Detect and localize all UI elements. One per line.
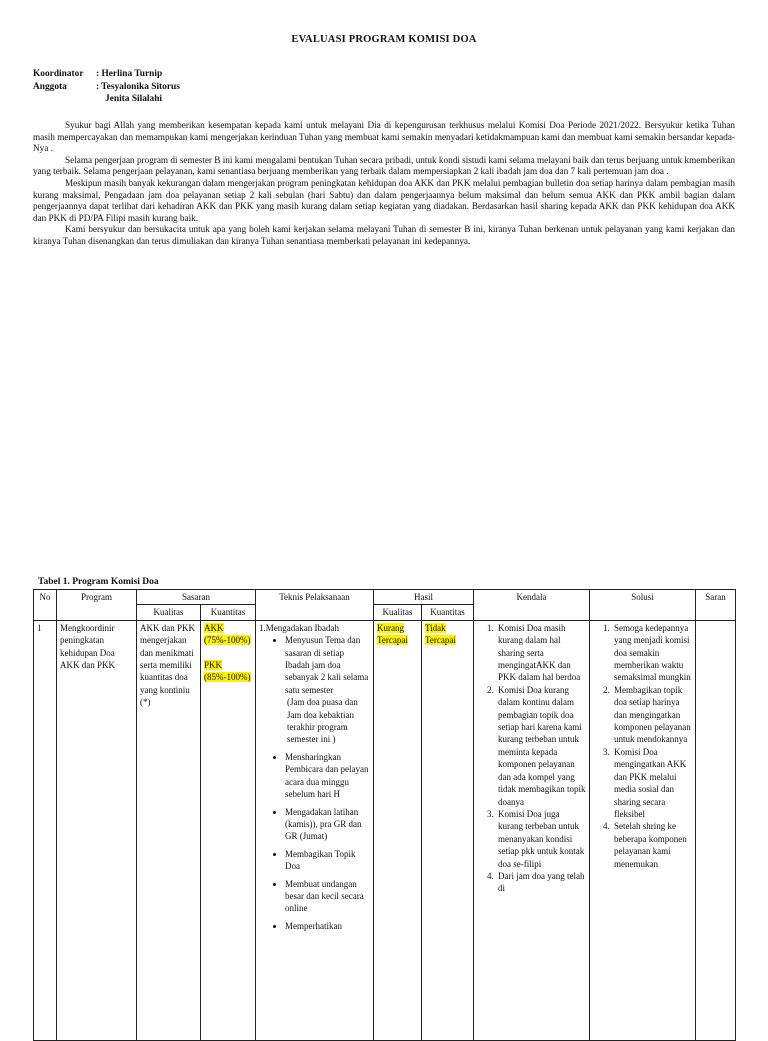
table-caption: Tabel 1. Program Komisi Doa <box>38 577 159 587</box>
teknis-intro: 1.Mengadakan Ibadah <box>259 622 339 633</box>
list-item: • Membuat undangan besar dan kecil secara online <box>285 878 370 915</box>
header-sasaran-kuantitas: Kuantitas <box>201 605 256 620</box>
anggota-label: Anggota <box>33 81 67 92</box>
teknis-list <box>259 634 370 932</box>
koordinator-label: Koordinator <box>33 69 84 79</box>
anggota-value-1: : Tesyalonika Sitorus <box>96 81 180 92</box>
header-no: No <box>34 590 57 621</box>
cell-hasil-kuantitas <box>422 620 474 1040</box>
teknis-note: (Jam doa puasa dan Jam doa kebaktian terakhir program semester ini ) <box>287 697 358 745</box>
program-table <box>33 589 736 1041</box>
kuantitas-pkk: PKK (85%-100%) <box>204 660 251 683</box>
list-item: • Menyusun Tema dan sasaran di setiap Ibadah jam doa sebanyak 2 kali selama satu semester (Jam doa puasa dan Jam doa kebaktian terakhir program semester ini ) <box>285 634 370 746</box>
list-item: 4. Setelah shring ke beberapa komponen pelayanan kami menemukan <box>612 820 692 870</box>
list-item: 3. Komisi Doa juga kurang terbeban untuk menanyakan kondisi setiap pkk untuk kontak doa se-filipi <box>496 808 586 870</box>
paragraph: Meskipun masih banyak kekurangan dalam mengerjakan program peningkatan kehidupan doa AKK dan PKK melalui pembagian bulletin doa setiap harinya dalam pembagian masih kurang maksimal, Pengadaan jam doa pelayanan setiap 2 kali sebulan (hari Sabtu) dan dalam pengerjaannya belum maksimal dan belum semua AKK dan PKK ambil bagian dalam pengerjaannya dapat terlihat dari kehadiran AKK dan PKK yang masih kurang dalam setiap kegiatan yang diadakan. Berdasarkan hasil sharing kepada AKK dan PKK kehidupan doa AKK dan PKK di PD/PA Filipi masih kurang baik. <box>33 177 735 223</box>
cell-program: Mengkoordinir peningkatan kehidupan Doa AKK dan PKK <box>57 620 137 1040</box>
list-item: • Memperhatikan <box>285 920 370 932</box>
paragraph: Selama pengerjaan program di semester B ini kami mengalami bentukan Tuhan secara pribadi, untuk kondi sistudi kami selama melayani baik dan terus berjuang untuk kmemberikan yang terbaik. Selama pengerjaan pelayanan, kami senantiasa berjuang memberikan yang terbaik dalam mempersiapkan 2 kali ibadah jam doa dan 7 kali pertemuan jam doa . <box>33 154 735 177</box>
table-row <box>34 620 736 1040</box>
cell-teknis <box>256 620 374 1040</box>
header-teknis: Teknis Pelaksanaan <box>256 590 374 621</box>
anggota-value-2: Jenita Silalahi <box>105 94 163 104</box>
list-item: • Mensharingkan Pembicara dan pelayan acara dua minggu sebelum hari H <box>285 751 370 801</box>
koordinator-row <box>33 68 180 81</box>
paragraph: Kami bersyukur dan bersukacita untuk apa yang boleh kami kerjakan selama melayani Tuhan di semester B ini, kiranya Tuhan berkenan untuk pelayanan yang kami kerjakan dan kiranya Tuhan disenangkan dan terus dimuliakan dan kiranya Tuhan senantiasa memberkati pelayanan ini kedepannya. <box>33 224 735 246</box>
hasil-kualitas-value: Kurang Tercapai <box>377 622 408 646</box>
cell-saran <box>696 620 736 1040</box>
koordinator-value: : Herlina Turnip <box>96 69 163 79</box>
kendala-list <box>477 622 586 895</box>
list-item: • Membagikan Topik Doa <box>285 848 370 873</box>
solusi-list <box>593 622 692 870</box>
paragraph: Syukur bagi Allah yang memberikan kesempatan kepada kami untuk melayani Dia di kepengurusan terkhusus melalui Komisi Doa Periode 2021/2022. Bersyukur ketika Tuhan masih mempercayakan dan memampukan kami mengerjakan kerinduan Tuhan yang membuat kami semakin menyadari ketidakmampuan kami dan membuat kami semakin bersandar kepada-Nya . <box>33 120 735 154</box>
kuantitas-akk: AKK (75%-100%) <box>204 622 251 646</box>
hasil-kuantitas-value: Tidak Tercapai <box>425 622 456 646</box>
cell-sasaran-kuantitas <box>201 620 256 1040</box>
cell-no: 1 <box>34 620 57 1040</box>
list-item: 3. Komisi Doa mengingatkan AKK dan PKK melalui media sosial dan sharing secara fleksibel <box>612 746 692 820</box>
cell-solusi <box>590 620 696 1040</box>
header-hasil-kuantitas: Kuantitas <box>422 605 474 620</box>
table-header-row <box>34 590 736 605</box>
header-solusi: Solusi <box>590 590 696 621</box>
list-item: 4. Dari jam doa yang telah di <box>496 870 586 895</box>
anggota-row <box>33 81 180 94</box>
list-item: 1. Komisi Doa masih kurang dalam hal sharing serta mengingatAKK dan PKK dalam hal berdoa <box>496 622 586 684</box>
header-program: Program <box>57 590 137 621</box>
document-title: EVALUASI PROGRAM KOMISI DOA <box>291 34 477 45</box>
cell-hasil-kualitas <box>374 620 422 1040</box>
header-hasil-kualitas: Kualitas <box>374 605 422 620</box>
header-sasaran: Sasaran <box>137 590 256 605</box>
header-kendala: Kendala <box>474 590 590 621</box>
list-item: 2. Komisi Doa kurang dalam kontinu dalam pembagian topik doa setiap hari karena kami kurang terbeban untuk meminta kepada komponen pelayanan dan ada kompel yang tidak membagikan topik doanya <box>496 684 586 808</box>
list-item: 1. Semoga kedepannya yang menjadi komisi doa semakin memberikan waktu semaksimal mungkin <box>612 622 692 684</box>
cell-kendala <box>474 620 590 1040</box>
header-sasaran-kualitas: Kualitas <box>137 605 201 620</box>
cell-sasaran-kualitas: AKK dan PKK mengerjakan dan menikmati serta memiliki kuantitas doa yang kontiniu (*) <box>137 620 201 1040</box>
members-block <box>33 68 180 106</box>
header-hasil: Hasil <box>374 590 474 605</box>
list-item: • Mengadakan latihan (kamis)), pra GR dan GR (Jumat) <box>285 806 370 843</box>
header-saran: Saran <box>696 590 736 621</box>
list-item: 2. Membagikan topik doa setiap harinya dan mengingatkan komponen pelayanan untuk mendokannya <box>612 684 692 746</box>
body-text <box>33 120 735 248</box>
